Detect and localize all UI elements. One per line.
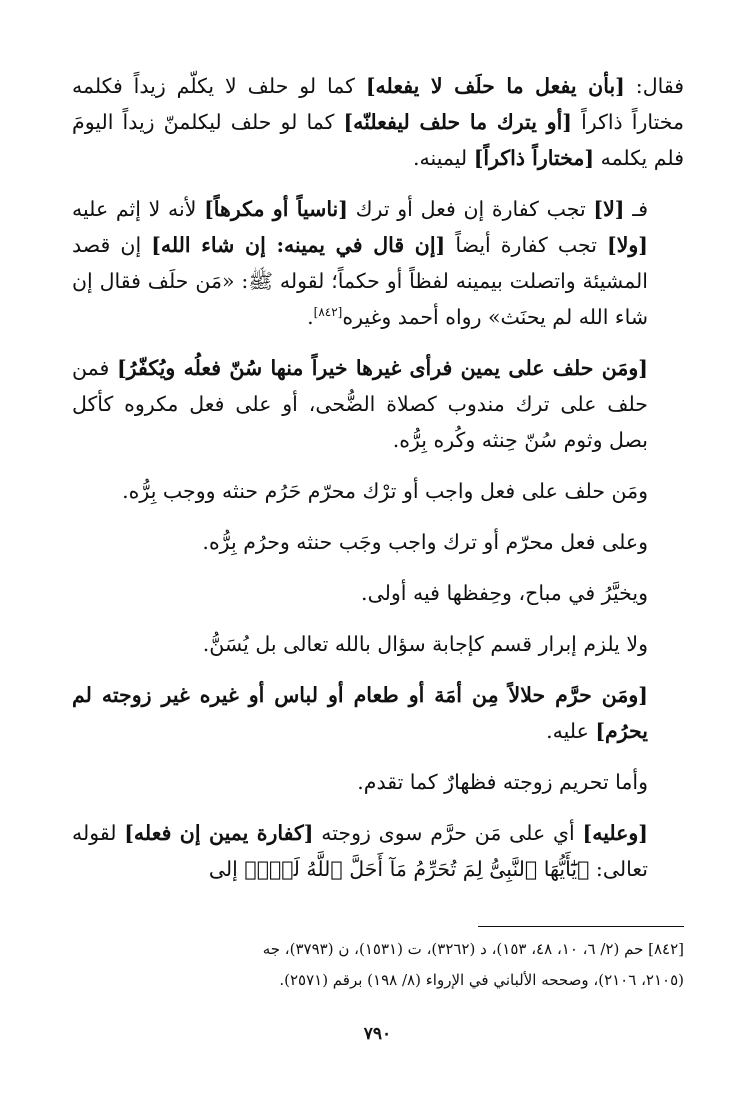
matn-text: [ناسياً أو مكرهاً] (204, 197, 348, 221)
footnote-ref[interactable]: [٨٤٢] (313, 305, 343, 320)
matn-text: [ومَن حرَّم حلالاً مِن أمَة أو طعام أو لباس أو غيره غير زوجته لم يحرُم] (72, 683, 648, 743)
paragraph: وأما تحريم زوجته فظهارٌ كما تقدم. (357, 770, 648, 794)
matn-text: [وعليه] (582, 821, 648, 845)
matn-text: [مختاراً ذاكراً] (473, 146, 595, 170)
paragraph: ويخيَّرُ في مباح، وحِفظها فيه أولى. (361, 581, 648, 605)
page-number: ٧٩٠ (363, 1024, 392, 1044)
matn-text: [لا] (593, 197, 625, 221)
footnote-divider (478, 926, 684, 927)
paragraph: فقال: [بأن يفعل ما حلَف لا يفعله] كما لو حلف لا يكلّم زيداً فكلمه مختاراً ذاكراً [أو يترك ما حلف ليفعلنّه] كما لو حلف ليكلمنّ زيداً اليومَ فلم يكلمه [مختاراً ذاكراً] ليمينه. (72, 74, 685, 170)
paragraph: ولا يلزم إبرار قسم كإجابة سؤال بالله تعالى بل يُسَنُّ. (202, 632, 648, 656)
paragraph: وعلى فعل محرّم أو ترك واجب وجَب حنثه وحرُم بِرُّه. (202, 530, 648, 554)
matn-text: [أو يترك ما حلف ليفعلنّه] (343, 110, 572, 134)
footnotes (72, 934, 684, 996)
matn-text: [كفارة يمين إن فعله] (124, 821, 314, 845)
main-text (72, 68, 684, 902)
matn-text: [إن قال في يمينه: إن شاء الله] (151, 233, 446, 257)
paragraph: [ومَن حرَّم حلالاً مِن أمَة أو طعام أو لباس أو غيره غير زوجته لم يحرُم] عليه. (72, 683, 648, 743)
paragraph: [وعليه] أي على مَن حرَّم سوى زوجته [كفارة يمين إن فعله] لقوله تعالى: ﴿يَٰٓأَيُّهَا ٱلنَّبِىُّ لِمَ تُحَرِّمُ مَآ أَحَلَّ ٱللَّهُ لَكَۖ﴾ إلى (72, 821, 648, 881)
matn-text: [بأن يفعل ما حلَف لا يفعله] (365, 74, 625, 98)
paragraph: فـ [لا] تجب كفارة إن فعل أو ترك [ناسياً أو مكرهاً] لأنه لا إثم عليه [ولا] تجب كفارة أيضاً [إن قال في يمينه: إن شاء الله] إن قصد المشيئة واتصلت بيمينه لفظاً أو حكماً؛ لقوله ﷺ: «مَن حلَف فقال إن شاء الله لم يحنَث» رواه أحمد وغيره[٨٤٢]. (72, 197, 649, 329)
footnote-line: (٢١٠٥، ٢١٠٦)، وصححه الألباني في الإرواء (٨/ ١٩٨) برقم (٢٥٧١). (279, 971, 684, 989)
footnote-line: [٨٤٢] حم (٢/ ٦، ١٠، ٤٨، ١٥٣)، د (٣٢٦٢)، ت (١٥٣١)، ن (٣٧٩٣)، جه (262, 940, 684, 958)
matn-text: [ومَن حلف على يمين فرأى غيرها خيراً منها سُنّ فعلُه ويُكفّرُ] (116, 356, 648, 380)
paragraph: ومَن حلف على فعل واجب أو ترْك محرّم حَرُم حنثه ووجب بِرُّه. (122, 479, 648, 503)
matn-text: [ولا] (607, 233, 648, 257)
paragraph: [ومَن حلف على يمين فرأى غيرها خيراً منها سُنّ فعلُه ويُكفّرُ] فمن حلف على ترك مندوب كصلاة الضُّحى، أو على فعل مكروه كأكل بصل وثوم سُنّ حِنثه وكُره بِرُّه. (72, 356, 648, 452)
